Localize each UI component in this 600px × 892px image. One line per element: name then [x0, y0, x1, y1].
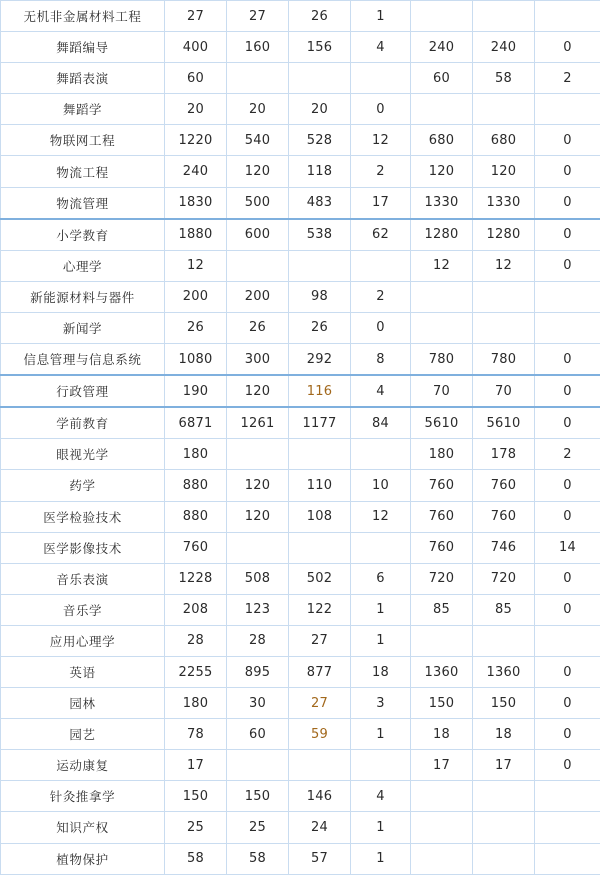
table-row: [1, 501, 600, 532]
value-cell: [289, 750, 351, 781]
table-row: [1, 781, 600, 812]
value-cell: 146: [289, 781, 351, 812]
value-cell: [411, 625, 473, 656]
value-cell: 1177: [289, 407, 351, 439]
value-cell: 17: [351, 187, 411, 219]
value-cell: 20: [227, 94, 289, 125]
value-cell: 108: [289, 501, 351, 532]
value-cell: 680: [411, 125, 473, 156]
value-cell: [473, 1, 535, 32]
value-cell: 240: [411, 32, 473, 63]
value-cell: 26: [227, 312, 289, 343]
value-cell: 24: [289, 812, 351, 843]
major-name-cell: 物联网工程: [1, 125, 165, 156]
major-name-cell: 音乐表演: [1, 563, 165, 594]
value-cell: 123: [227, 594, 289, 625]
value-cell: 502: [289, 563, 351, 594]
value-cell: 2: [351, 156, 411, 187]
value-cell: 70: [411, 375, 473, 407]
value-cell: 880: [165, 501, 227, 532]
value-cell: 5610: [473, 407, 535, 439]
value-cell: 27: [289, 688, 351, 719]
value-cell: 28: [165, 625, 227, 656]
value-cell: 8: [351, 344, 411, 376]
major-name-cell: 物流工程: [1, 156, 165, 187]
major-name-cell: 新能源材料与器件: [1, 281, 165, 312]
value-cell: 85: [473, 594, 535, 625]
value-cell: 1: [351, 1, 411, 32]
value-cell: 12: [351, 125, 411, 156]
value-cell: 190: [165, 375, 227, 407]
value-cell: [473, 281, 535, 312]
value-cell: 60: [165, 63, 227, 94]
table-row: [1, 532, 600, 563]
value-cell: 180: [411, 439, 473, 470]
value-cell: 600: [227, 219, 289, 251]
value-cell: 200: [227, 281, 289, 312]
table-row: [1, 32, 600, 63]
table-row: [1, 812, 600, 843]
value-cell: 0: [351, 312, 411, 343]
value-cell: 18: [411, 719, 473, 750]
value-cell: 120: [227, 470, 289, 501]
major-name-cell: 医学检验技术: [1, 501, 165, 532]
value-cell: 760: [165, 532, 227, 563]
table-row: [1, 470, 600, 501]
value-cell: 120: [473, 156, 535, 187]
value-cell: [351, 439, 411, 470]
value-cell: 760: [411, 470, 473, 501]
value-cell: 1880: [165, 219, 227, 251]
value-cell: 160: [227, 32, 289, 63]
value-cell: 508: [227, 563, 289, 594]
value-cell: 4: [351, 32, 411, 63]
major-name-cell: 应用心理学: [1, 625, 165, 656]
value-cell: [289, 63, 351, 94]
value-cell: 0: [535, 407, 600, 439]
value-cell: 0: [535, 250, 600, 281]
value-cell: 760: [411, 532, 473, 563]
value-cell: 10: [351, 470, 411, 501]
table-row: [1, 750, 600, 781]
value-cell: 0: [535, 563, 600, 594]
major-name-cell: 心理学: [1, 250, 165, 281]
table-row: [1, 843, 600, 874]
value-cell: 57: [289, 843, 351, 874]
value-cell: 70: [473, 375, 535, 407]
table-row: [1, 344, 600, 376]
major-name-cell: 新闻学: [1, 312, 165, 343]
value-cell: 5610: [411, 407, 473, 439]
major-name-cell: 眼视光学: [1, 439, 165, 470]
value-cell: [227, 439, 289, 470]
value-cell: 240: [473, 32, 535, 63]
value-cell: 208: [165, 594, 227, 625]
value-cell: 156: [289, 32, 351, 63]
value-cell: [351, 532, 411, 563]
value-cell: 1280: [473, 219, 535, 251]
value-cell: [289, 532, 351, 563]
major-name-cell: 园林: [1, 688, 165, 719]
value-cell: 116: [289, 375, 351, 407]
value-cell: [411, 312, 473, 343]
major-name-cell: 药学: [1, 470, 165, 501]
value-cell: [473, 843, 535, 874]
major-name-cell: 物流管理: [1, 187, 165, 219]
value-cell: 6: [351, 563, 411, 594]
value-cell: 1280: [411, 219, 473, 251]
value-cell: [473, 625, 535, 656]
value-cell: [227, 750, 289, 781]
value-cell: [351, 250, 411, 281]
value-cell: [535, 781, 600, 812]
value-cell: [535, 312, 600, 343]
table-row: [1, 156, 600, 187]
value-cell: 6871: [165, 407, 227, 439]
value-cell: 58: [227, 843, 289, 874]
value-cell: 1360: [473, 656, 535, 687]
value-cell: 17: [473, 750, 535, 781]
value-cell: 84: [351, 407, 411, 439]
value-cell: 27: [227, 1, 289, 32]
value-cell: 760: [473, 470, 535, 501]
value-cell: 118: [289, 156, 351, 187]
value-cell: 880: [165, 470, 227, 501]
value-cell: 17: [411, 750, 473, 781]
value-cell: 18: [473, 719, 535, 750]
value-cell: 150: [165, 781, 227, 812]
value-cell: 0: [535, 501, 600, 532]
value-cell: 0: [535, 125, 600, 156]
value-cell: 0: [535, 470, 600, 501]
value-cell: 18: [351, 656, 411, 687]
value-cell: [535, 281, 600, 312]
value-cell: 178: [473, 439, 535, 470]
value-cell: 60: [411, 63, 473, 94]
value-cell: 26: [289, 1, 351, 32]
table-row: [1, 656, 600, 687]
value-cell: 0: [535, 656, 600, 687]
value-cell: 1: [351, 812, 411, 843]
value-cell: 120: [227, 156, 289, 187]
value-cell: [289, 250, 351, 281]
value-cell: 780: [411, 344, 473, 376]
major-name-cell: 运动康复: [1, 750, 165, 781]
value-cell: 500: [227, 187, 289, 219]
value-cell: 1330: [473, 187, 535, 219]
value-cell: [411, 94, 473, 125]
value-cell: 150: [411, 688, 473, 719]
table-row: [1, 407, 600, 439]
value-cell: [535, 625, 600, 656]
value-cell: [535, 1, 600, 32]
value-cell: 110: [289, 470, 351, 501]
value-cell: 0: [535, 688, 600, 719]
value-cell: 150: [473, 688, 535, 719]
value-cell: 58: [165, 843, 227, 874]
value-cell: [351, 63, 411, 94]
value-cell: 680: [473, 125, 535, 156]
value-cell: 1360: [411, 656, 473, 687]
value-cell: [535, 843, 600, 874]
major-name-cell: 行政管理: [1, 375, 165, 407]
major-name-cell: 学前教育: [1, 407, 165, 439]
major-name-cell: 知识产权: [1, 812, 165, 843]
table-row: [1, 63, 600, 94]
value-cell: 26: [165, 312, 227, 343]
value-cell: 122: [289, 594, 351, 625]
value-cell: 2: [535, 63, 600, 94]
value-cell: 200: [165, 281, 227, 312]
table-row: [1, 94, 600, 125]
value-cell: 180: [165, 439, 227, 470]
value-cell: 0: [535, 719, 600, 750]
value-cell: 300: [227, 344, 289, 376]
value-cell: 483: [289, 187, 351, 219]
value-cell: [473, 812, 535, 843]
value-cell: 895: [227, 656, 289, 687]
table-row: [1, 625, 600, 656]
value-cell: 120: [411, 156, 473, 187]
value-cell: 240: [165, 156, 227, 187]
value-cell: 1228: [165, 563, 227, 594]
value-cell: [411, 843, 473, 874]
value-cell: 2255: [165, 656, 227, 687]
value-cell: 538: [289, 219, 351, 251]
value-cell: 25: [227, 812, 289, 843]
table-row: [1, 219, 600, 251]
value-cell: 2: [535, 439, 600, 470]
value-cell: 1080: [165, 344, 227, 376]
value-cell: 0: [535, 187, 600, 219]
value-cell: 1330: [411, 187, 473, 219]
table-row: [1, 719, 600, 750]
value-cell: 85: [411, 594, 473, 625]
value-cell: 1: [351, 719, 411, 750]
value-cell: 746: [473, 532, 535, 563]
value-cell: [411, 281, 473, 312]
value-cell: 760: [411, 501, 473, 532]
value-cell: 78: [165, 719, 227, 750]
value-cell: [535, 812, 600, 843]
value-cell: 1261: [227, 407, 289, 439]
value-cell: [227, 250, 289, 281]
table-row: [1, 439, 600, 470]
value-cell: [473, 781, 535, 812]
value-cell: 0: [535, 219, 600, 251]
value-cell: 4: [351, 375, 411, 407]
value-cell: 1830: [165, 187, 227, 219]
value-cell: [473, 94, 535, 125]
value-cell: 3: [351, 688, 411, 719]
major-name-cell: 植物保护: [1, 843, 165, 874]
value-cell: 0: [535, 750, 600, 781]
table-row: [1, 125, 600, 156]
value-cell: 780: [473, 344, 535, 376]
value-cell: 12: [411, 250, 473, 281]
value-cell: 0: [535, 156, 600, 187]
value-cell: 25: [165, 812, 227, 843]
value-cell: 120: [227, 375, 289, 407]
value-cell: 760: [473, 501, 535, 532]
value-cell: 62: [351, 219, 411, 251]
major-name-cell: 英语: [1, 656, 165, 687]
value-cell: [535, 94, 600, 125]
value-cell: 1: [351, 843, 411, 874]
value-cell: 528: [289, 125, 351, 156]
value-cell: [473, 312, 535, 343]
value-cell: 720: [411, 563, 473, 594]
table-row: [1, 281, 600, 312]
value-cell: 30: [227, 688, 289, 719]
value-cell: 150: [227, 781, 289, 812]
value-cell: 17: [165, 750, 227, 781]
major-name-cell: 舞蹈编导: [1, 32, 165, 63]
value-cell: 0: [351, 94, 411, 125]
table-row: [1, 563, 600, 594]
value-cell: 877: [289, 656, 351, 687]
table-row: [1, 375, 600, 407]
value-cell: 14: [535, 532, 600, 563]
table-body: [1, 1, 600, 875]
major-name-cell: 音乐学: [1, 594, 165, 625]
value-cell: 0: [535, 32, 600, 63]
value-cell: 1220: [165, 125, 227, 156]
value-cell: [411, 781, 473, 812]
major-name-cell: 无机非金属材料工程: [1, 1, 165, 32]
table-row: [1, 1, 600, 32]
value-cell: [411, 1, 473, 32]
value-cell: [289, 439, 351, 470]
value-cell: 120: [227, 501, 289, 532]
value-cell: 20: [289, 94, 351, 125]
value-cell: 28: [227, 625, 289, 656]
value-cell: 2: [351, 281, 411, 312]
value-cell: 27: [289, 625, 351, 656]
value-cell: 0: [535, 375, 600, 407]
value-cell: 59: [289, 719, 351, 750]
value-cell: 0: [535, 344, 600, 376]
value-cell: 27: [165, 1, 227, 32]
value-cell: 720: [473, 563, 535, 594]
value-cell: 4: [351, 781, 411, 812]
value-cell: 1: [351, 594, 411, 625]
value-cell: 540: [227, 125, 289, 156]
value-cell: [411, 812, 473, 843]
major-name-cell: 针灸推拿学: [1, 781, 165, 812]
value-cell: 98: [289, 281, 351, 312]
value-cell: 12: [351, 501, 411, 532]
table-row: [1, 312, 600, 343]
value-cell: 1: [351, 625, 411, 656]
table-row: [1, 187, 600, 219]
value-cell: [351, 750, 411, 781]
value-cell: 60: [227, 719, 289, 750]
value-cell: 58: [473, 63, 535, 94]
major-name-cell: 小学教育: [1, 219, 165, 251]
table-row: [1, 250, 600, 281]
value-cell: 180: [165, 688, 227, 719]
major-name-cell: 园艺: [1, 719, 165, 750]
value-cell: 20: [165, 94, 227, 125]
value-cell: 400: [165, 32, 227, 63]
value-cell: 292: [289, 344, 351, 376]
major-name-cell: 舞蹈表演: [1, 63, 165, 94]
major-name-cell: 舞蹈学: [1, 94, 165, 125]
value-cell: 26: [289, 312, 351, 343]
major-name-cell: 医学影像技术: [1, 532, 165, 563]
table-row: [1, 594, 600, 625]
value-cell: 12: [165, 250, 227, 281]
value-cell: [227, 532, 289, 563]
value-cell: [227, 63, 289, 94]
value-cell: 12: [473, 250, 535, 281]
table-row: [1, 688, 600, 719]
value-cell: 0: [535, 594, 600, 625]
major-name-cell: 信息管理与信息系统: [1, 344, 165, 376]
